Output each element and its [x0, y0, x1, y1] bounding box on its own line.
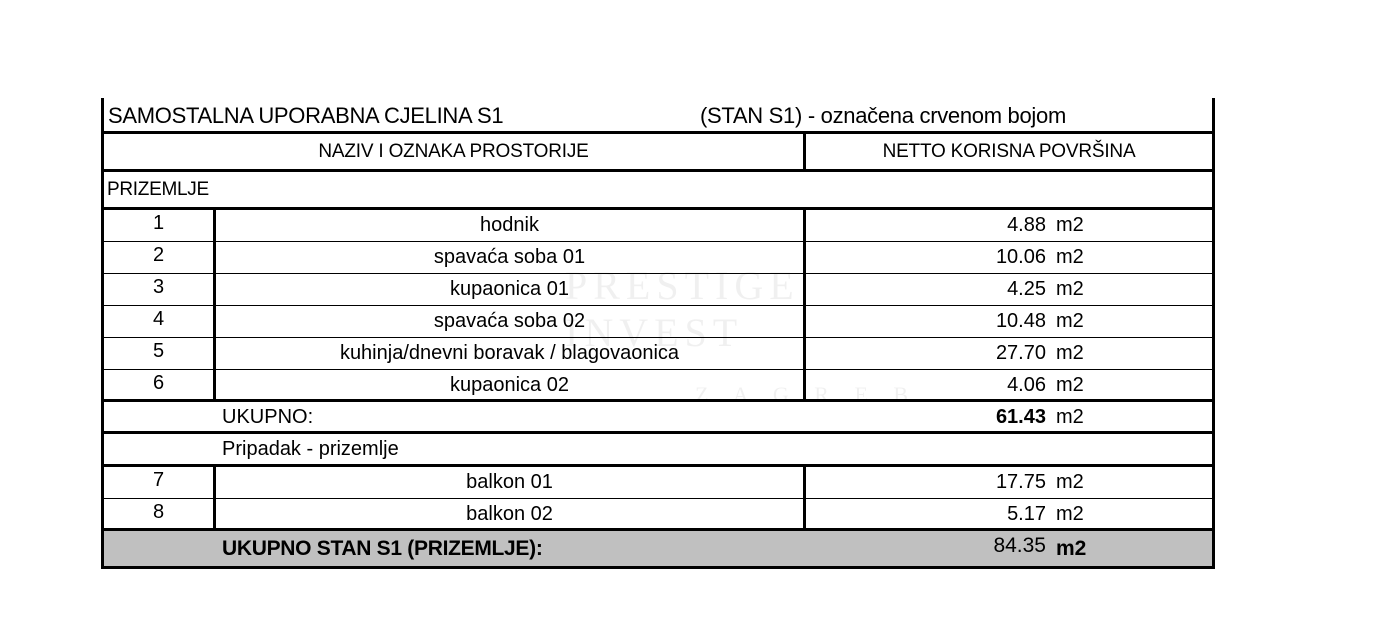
- room-name: kupaonica 01: [216, 274, 806, 305]
- room-name: kuhinja/dnevni boravak / blagovaonica: [216, 338, 806, 369]
- room-name: spavaća soba 02: [216, 306, 806, 337]
- room-unit: m2: [1056, 503, 1084, 525]
- table-header: [101, 134, 1215, 172]
- subtotal-area: 61.43: [995, 406, 1046, 428]
- room-area: 27.70: [995, 342, 1046, 364]
- room-name: balkon 02: [216, 499, 806, 528]
- header-room-name: NAZIV I OZNAKA PROSTORIJE: [104, 134, 806, 169]
- room-area: 10.06: [995, 246, 1046, 268]
- table-row: [101, 274, 1215, 306]
- room-area: 17.75: [995, 471, 1046, 493]
- header-net-area: NETTO KORISNA POVRŠINA: [882, 141, 1136, 162]
- table-row: [101, 306, 1215, 338]
- section-ground-floor: PRIZEMLJE: [101, 172, 1215, 210]
- room-area: 4.06: [1007, 374, 1046, 396]
- room-number: 3: [104, 274, 216, 305]
- table-title: [101, 98, 1215, 134]
- room-number: 6: [104, 370, 216, 399]
- table-row: [101, 242, 1215, 274]
- room-unit: m2: [1056, 278, 1084, 300]
- total-label: UKUPNO STAN S1 (PRIZEMLJE):: [222, 537, 543, 560]
- room-area: 5.17: [1007, 503, 1046, 525]
- title-unit: SAMOSTALNA UPORABNA CJELINA S1: [108, 103, 504, 128]
- room-number: 2: [104, 242, 216, 273]
- appurtenance-section: Pripadak - prizemlje: [101, 434, 1215, 467]
- room-name: hodnik: [216, 210, 806, 241]
- room-number: 7: [104, 467, 216, 498]
- room-area: 10.48: [995, 310, 1046, 332]
- room-number: 5: [104, 338, 216, 369]
- area-table: [101, 98, 1215, 569]
- table-row: [101, 210, 1215, 242]
- subtotal-label: UKUPNO:: [222, 406, 314, 428]
- room-unit: m2: [1056, 214, 1084, 236]
- total-area: 84.35: [993, 534, 1046, 557]
- table-row: [101, 370, 1215, 402]
- subtotal-unit: m2: [1056, 406, 1084, 428]
- room-name: balkon 01: [216, 467, 806, 498]
- subtotal-row: [101, 402, 1215, 434]
- room-unit: m2: [1056, 471, 1084, 493]
- room-unit: m2: [1056, 374, 1084, 396]
- watermark-line2: Z A G R E B: [695, 382, 919, 407]
- room-name: kupaonica 02: [216, 370, 806, 399]
- table-row: [101, 467, 1215, 499]
- room-area: 4.25: [1007, 278, 1046, 300]
- room-number: 4: [104, 306, 216, 337]
- room-unit: m2: [1056, 310, 1084, 332]
- room-area: 4.88: [1007, 214, 1046, 236]
- table-row: [101, 499, 1215, 531]
- room-name: spavaća soba 01: [216, 242, 806, 273]
- table-row: [101, 338, 1215, 370]
- total-row: [101, 531, 1215, 569]
- title-note: (STAN S1) - označena crvenom bojom: [700, 103, 1066, 128]
- total-unit: m2: [1056, 537, 1087, 560]
- room-unit: m2: [1056, 342, 1084, 364]
- room-number: 1: [104, 210, 216, 241]
- watermark-line1: PRESTIGE INVEST: [565, 263, 800, 355]
- room-number: 8: [104, 499, 216, 528]
- room-unit: m2: [1056, 246, 1084, 268]
